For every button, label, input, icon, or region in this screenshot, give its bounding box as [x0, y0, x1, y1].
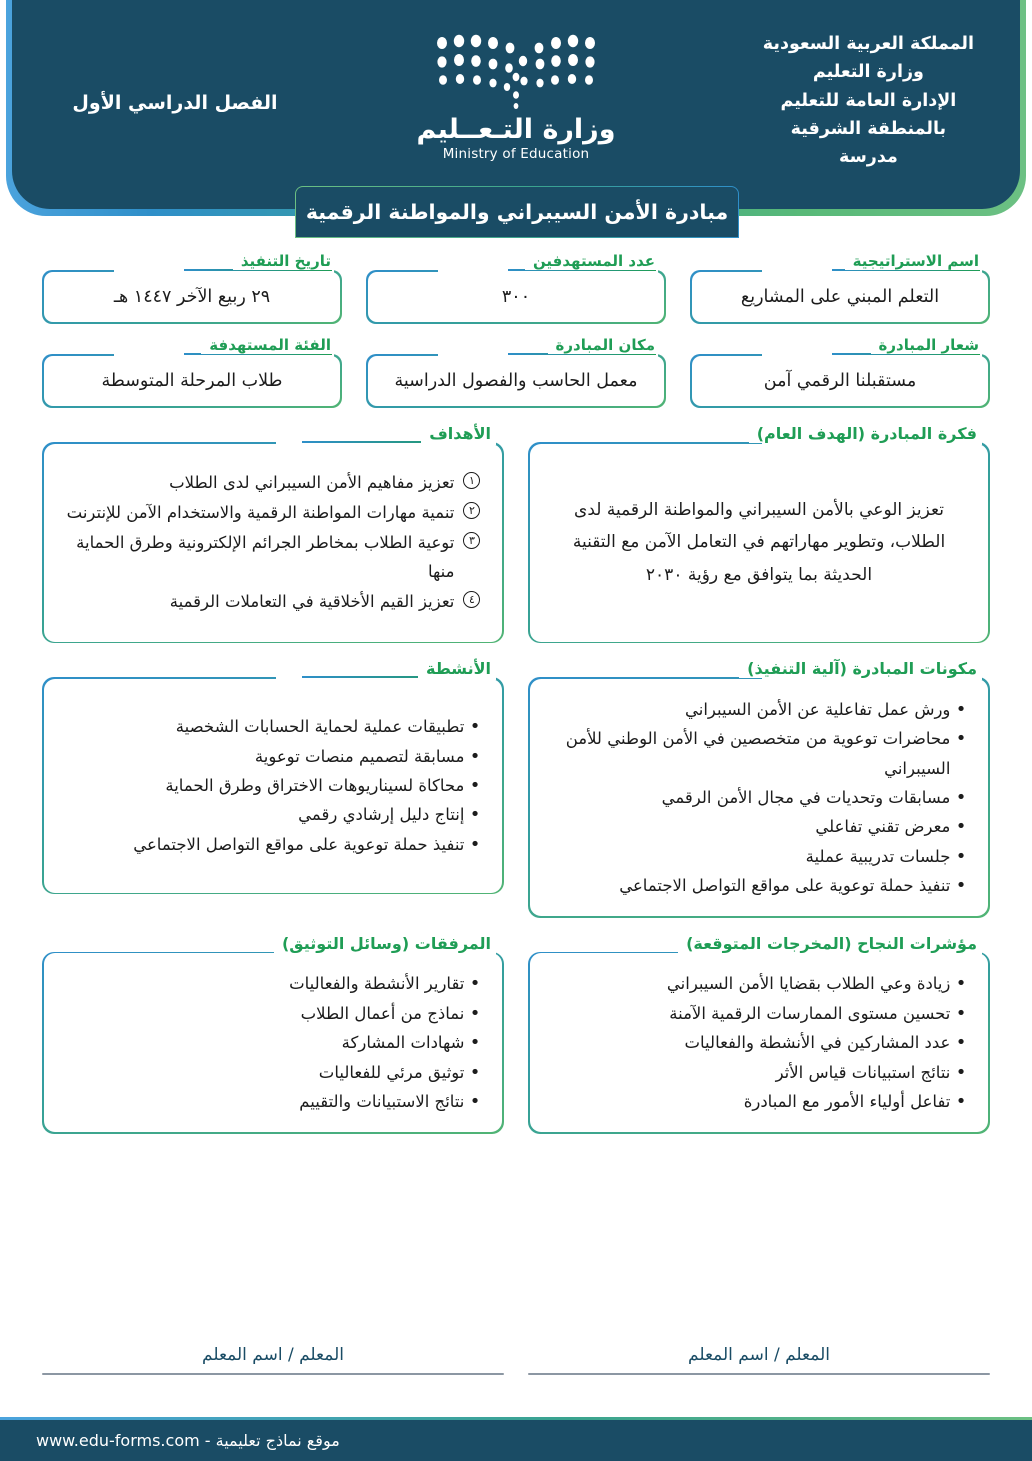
ministry-line-3: الإدارة العامة للتعليم: [780, 90, 957, 111]
field-target-count: [366, 252, 666, 324]
field-strategy-name: [690, 252, 990, 324]
panel-label: مكونات المبادرة (آلية التنفيذ): [739, 659, 982, 678]
initiative-idea-text: تعزيز الوعي بالأمن السيبراني والمواطنة الرقمية لدى الطلاب، وتطوير مهاراتهم في التعامل الآمن مع التقنية الحديثة بما يتوافق مع رؤية ٢٠٣٠: [572, 499, 946, 585]
field-box[interactable]: [42, 270, 342, 324]
goals-list: [66, 468, 481, 616]
field-box[interactable]: [690, 354, 990, 408]
list-item: • شهادات المشاركة: [66, 1028, 481, 1057]
field-label: اسم الاستراتيجية: [845, 252, 984, 270]
panel-label: الأهداف: [421, 424, 496, 443]
list-item: • نماذج من أعمال الطلاب: [66, 999, 481, 1028]
field-value: التعلم المبني على المشاريع: [692, 272, 989, 323]
page-header: [0, 0, 1032, 224]
goal-number: ٤: [463, 591, 480, 608]
panel-box: [42, 952, 504, 1134]
signature-label: المعلم / اسم المعلم: [202, 1345, 344, 1365]
list-item: • نتائج استبيانات قياس الأثر: [552, 1058, 967, 1087]
goal-text: تعزيز القيم الأخلاقية في التعاملات الرقمية: [169, 592, 455, 612]
panel-label: المرفقات (وسائل التوثيق): [274, 934, 496, 953]
panel-label: فكرة المبادرة (الهدف العام): [749, 424, 982, 443]
field-row-1: [42, 252, 990, 324]
field-label: الفئة المستهدفة: [201, 336, 336, 354]
footer-credit: موقع نماذج تعليمية - www.edu-forms.com: [36, 1431, 340, 1450]
list-item: • تحسين مستوى الممارسات الرقمية الآمنة: [552, 999, 967, 1028]
list-item: • تنفيذ حملة توعوية على مواقع التواصل الاجتماعي: [552, 871, 967, 900]
field-label: تاريخ التنفيذ: [233, 252, 336, 270]
list-item: • تقارير الأنشطة والفعاليات: [66, 969, 481, 998]
list-item: • توثيق مرئي للفعاليات: [66, 1058, 481, 1087]
field-label: مكان المبادرة: [548, 336, 660, 354]
signature-row: [0, 1345, 1032, 1375]
form-body: [0, 252, 1032, 1134]
panel-box: [528, 442, 990, 643]
field-initiative-place: [366, 336, 666, 408]
attachments-list: [66, 969, 481, 1116]
semester-term-label: الفصل الدراسي الأول: [72, 92, 278, 114]
signature-label: المعلم / اسم المعلم: [688, 1345, 830, 1365]
signature-teacher-right: [528, 1345, 990, 1375]
panel-activities: [42, 659, 504, 918]
panel-attachments: [42, 934, 504, 1134]
list-item: • محاضرات توعوية من متخصصين في الأمن الوطني للأمن السيبراني: [552, 724, 967, 783]
list-item: • عدد المشاركين في الأنشطة والفعاليات: [552, 1028, 967, 1057]
panel-box: [528, 677, 990, 918]
list-item: • معرض تقني تفاعلي: [552, 812, 967, 841]
field-target-group: [42, 336, 342, 408]
kpis-list: [552, 969, 967, 1116]
field-value: طلاب المرحلة المتوسطة: [44, 356, 341, 407]
panel-label: الأنشطة: [418, 659, 496, 678]
field-value: معمل الحاسب والفصول الدراسية: [368, 356, 665, 407]
ministry-identity-block: [763, 30, 974, 172]
field-box[interactable]: [690, 270, 990, 324]
ministry-line-1: المملكة العربية السعودية: [762, 34, 974, 54]
list-item: [66, 498, 481, 528]
field-label: شعار المبادرة: [871, 336, 984, 354]
list-item: [66, 587, 481, 617]
panel-row-1: [42, 424, 990, 643]
list-item: • ورش عمل تفاعلية عن الأمن السيبراني: [552, 695, 967, 724]
list-item: • محاكاة لسيناريوهات الاختراق وطرق الحماية: [66, 771, 481, 800]
list-item: [66, 468, 481, 498]
ministry-logo: [401, 34, 631, 162]
ministry-line-5: مدرسة: [838, 147, 898, 168]
goal-number: ١: [463, 472, 480, 489]
components-list: [552, 695, 967, 901]
field-initiative-slogan: [690, 336, 990, 408]
panel-label: مؤشرات النجاح (المخرجات المتوقعة): [678, 934, 982, 953]
list-item: [66, 528, 481, 587]
field-box[interactable]: [42, 354, 342, 408]
signature-line: [42, 1373, 504, 1375]
page-title: مبادرة الأمن السيبراني والمواطنة الرقمية: [296, 187, 738, 237]
list-item: • إنتاج دليل إرشادي رقمي: [66, 800, 481, 829]
page-footer: [0, 1420, 1032, 1461]
goal-text: تعزيز مفاهيم الأمن السيبراني لدى الطلاب: [169, 473, 455, 493]
panel-box: [42, 677, 504, 894]
panel-row-2: [42, 659, 990, 918]
panel-success-indicators: [528, 934, 990, 1134]
panel-row-3: [42, 934, 990, 1134]
list-item: • زيادة وعي الطلاب بقضايا الأمن السيبراني: [552, 969, 967, 998]
list-item: • مسابقة لتصميم منصات توعوية: [66, 742, 481, 771]
logo-arabic-wordmark: وزارة التـعــليم: [416, 114, 616, 145]
list-item: • نتائج الاستبيانات والتقييم: [66, 1087, 481, 1116]
ministry-line-2: وزارة التعليم: [812, 62, 924, 83]
field-box[interactable]: [366, 354, 666, 408]
ministry-line-4: بالمنطقة الشرقية: [790, 119, 947, 140]
field-value: ٣٠٠: [368, 272, 665, 323]
panel-components: [528, 659, 990, 918]
list-item: • تنفيذ حملة توعوية على مواقع التواصل الاجتماعي: [66, 830, 481, 859]
goal-text: تنمية مهارات المواطنة الرقمية والاستخدام الآمن للإنترنت: [66, 503, 455, 523]
signature-line: [528, 1373, 990, 1375]
goal-number: ٣: [463, 532, 480, 549]
field-row-2: [42, 336, 990, 408]
field-box[interactable]: [366, 270, 666, 324]
activities-list: [66, 712, 481, 859]
goal-number: ٢: [463, 502, 480, 519]
field-execution-date: [42, 252, 342, 324]
logo-english-wordmark: Ministry of Education: [442, 146, 590, 162]
field-value: مستقبلنا الرقمي آمن: [692, 356, 989, 407]
panel-goals: [42, 424, 504, 643]
list-item: • تفاعل أولياء الأمور مع المبادرة: [552, 1087, 967, 1116]
panel-initiative-idea: [528, 424, 990, 643]
panel-box: [42, 442, 504, 643]
list-item: • مسابقات وتحديات في مجال الأمن الرقمي: [552, 783, 967, 812]
list-item: • جلسات تدريبية عملية: [552, 842, 967, 871]
list-item: • تطبيقات عملية لحماية الحسابات الشخصية: [66, 712, 481, 741]
moe-palm-dots-icon: [432, 34, 600, 110]
signature-teacher-left: [42, 1345, 504, 1375]
panel-box: [528, 952, 990, 1134]
field-label: عدد المستهدفين: [525, 252, 660, 270]
goal-text: توعية الطلاب بمخاطر الجرائم الإلكترونية وطرق الحماية منها: [76, 532, 455, 582]
field-value: ٢٩ ربيع الآخر ١٤٤٧ هـ: [44, 272, 341, 323]
